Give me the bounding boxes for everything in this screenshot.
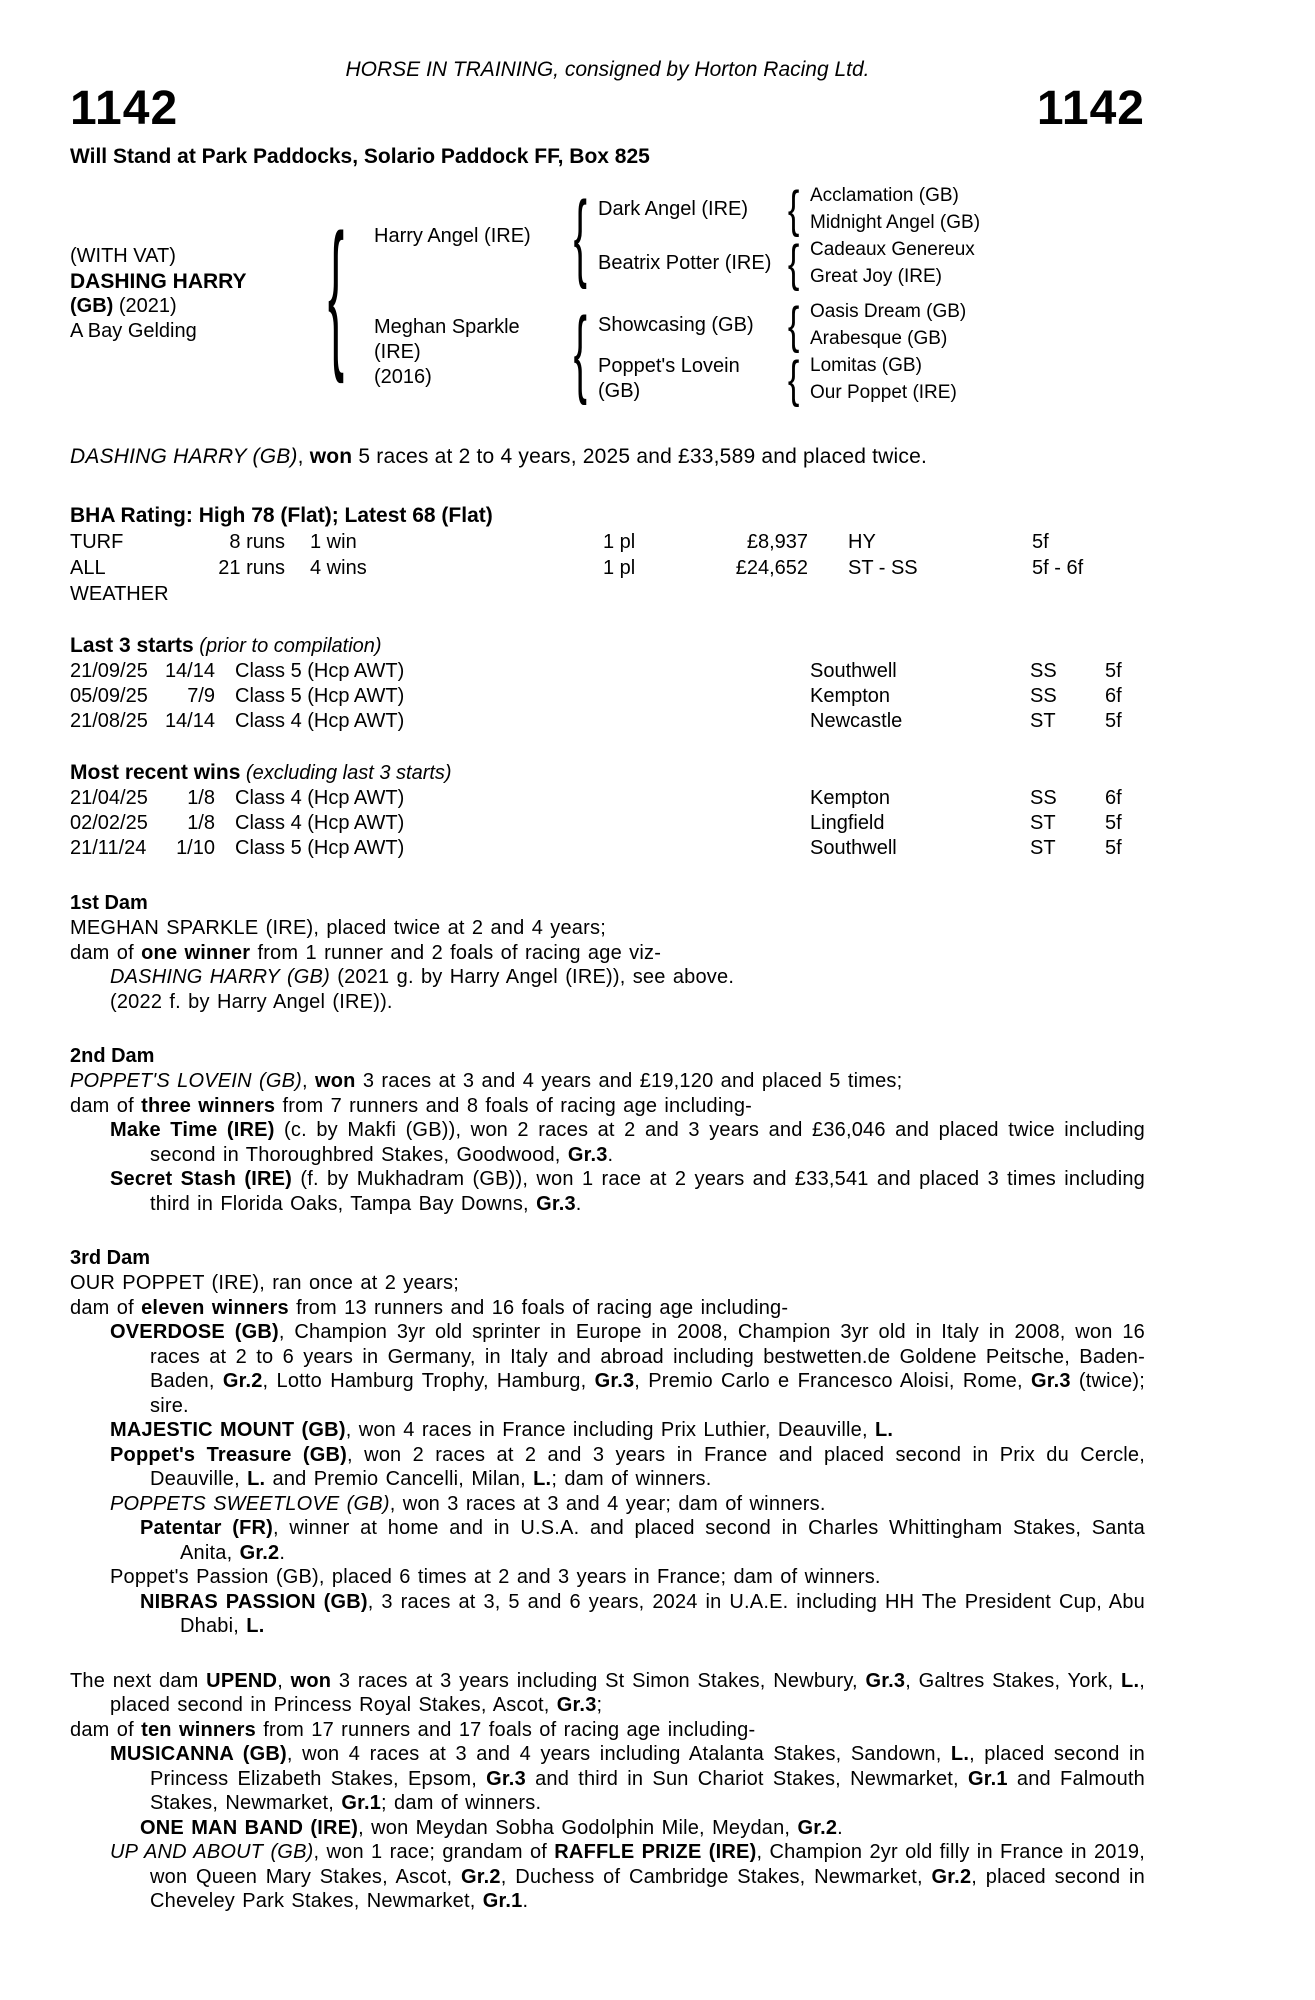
horse-name: DASHING HARRY [70, 270, 247, 293]
great-granddam-name: Great Joy (IRE) [810, 266, 942, 287]
table-row [70, 659, 1145, 684]
race-course: Lingfield [810, 812, 885, 834]
distance-value: 5f [1032, 531, 1049, 553]
table-row [70, 811, 1145, 836]
lot-number-right: 1142 [1036, 82, 1145, 135]
produce-entry: (2022 f. by Harry Angel (IRE)). [110, 990, 393, 1013]
race-date: 21/09/25 [70, 660, 148, 682]
produce-entry: MAJESTIC MOUNT (GB), won 4 races in France including Prix Luthier, Deauville, L. [110, 1419, 894, 1441]
bha-rating-line: BHA Rating: High 78 (Flat); Latest 68 (Flat) [70, 504, 493, 527]
table-row [70, 786, 1145, 811]
race-date: 21/04/25 [70, 787, 148, 809]
finish-position: 14/14 [164, 710, 215, 732]
damsire-branch [598, 298, 990, 352]
great-granddam-name: Midnight Angel (GB) [810, 212, 981, 233]
earnings-value: £24,652 [735, 557, 808, 579]
damsire-name: Showcasing (GB) [598, 313, 754, 336]
pedigree-brace-gen1 [308, 263, 364, 325]
race-date: 05/09/25 [70, 685, 148, 707]
produce-entry: DASHING HARRY (GB) (2021 g. by Harry Angel (IRE)), see above. [110, 966, 735, 988]
great-grandsire-name: Cadeaux Genereux [810, 239, 975, 260]
produce-entry: Poppet's Passion (GB), placed 6 times at 2 and 3 years in France; dam of winners. [110, 1566, 881, 1588]
dam-name: Meghan Sparkle (IRE) [374, 315, 520, 363]
produce-entry: Patentar (FR), winner at home and in U.S.A. and placed second in Charles Whittingham Stakes, Santa Anita, Gr.2. [140, 1517, 1145, 1564]
dam-line: dam of one winner from 1 runner and 2 foals of racing age viz- [70, 941, 662, 964]
dam-line: The next dam UPEND, won 3 races at 3 years including St Simon Stakes, Newbury, Gr.3, Galtres Stakes, York, L., placed second in Princess Royal Stakes, Ascot, Gr.3; [70, 1669, 1145, 1716]
runs-value: 8 runs [229, 531, 285, 553]
great-granddam-name: Arabesque (GB) [810, 328, 948, 349]
last-starts-table [70, 659, 1145, 734]
produce-entry: Make Time (IRE) (c. by Makfi (GB)), won 2 races at 2 and 3 years and £36,046 and placed twice including second in Thoroughbred Stakes, Goodwood, Gr.3. [110, 1119, 1146, 1166]
dam-line: dam of three winners from 7 runners and 8 foals of racing age including- [70, 1094, 753, 1117]
next-dam-section [70, 1669, 1145, 1914]
stand-location-line: Will Stand at Park Paddocks, Solario Paddock FF, Box 825 [70, 145, 650, 168]
pedigree-brace-dam [562, 323, 598, 381]
places-value: 1 pl [603, 531, 636, 553]
granddam-name: Poppet's Lovein (GB) [598, 355, 740, 402]
race-course: Kempton [810, 787, 891, 809]
pedigree-generations [364, 182, 990, 406]
pedigree-brace-sire [562, 207, 598, 265]
race-course: Southwell [810, 660, 897, 682]
distance-value: 5f - 6f [1032, 557, 1084, 579]
surface-label: ALL WEATHER [70, 557, 169, 605]
race-going: SS [1030, 685, 1057, 707]
going-value: ST - SS [848, 557, 918, 579]
section-heading: 2nd Dam [70, 1045, 155, 1067]
horse-info-block [70, 244, 308, 344]
runs-value: 21 runs [218, 557, 285, 579]
lot-number-row [70, 84, 1145, 134]
consignor-title: HORSE IN TRAINING, consigned by Horton Racing Ltd. [345, 58, 870, 81]
catalogue-page [70, 0, 1145, 1914]
race-class: Class 4 (Hcp AWT) [235, 710, 405, 732]
dam-branch [364, 298, 990, 406]
going-value: HY [848, 531, 876, 553]
dam-line: OUR POPPET (IRE), ran once at 2 years; [70, 1272, 459, 1294]
race-course: Newcastle [810, 710, 903, 732]
pedigree-brace-granddam [778, 352, 810, 406]
finish-position: 7/9 [187, 685, 215, 707]
horse-description: A Bay Gelding [70, 320, 197, 342]
third-dam-section [70, 1246, 1145, 1639]
vat-note: (WITH VAT) [70, 245, 176, 267]
wins-value: 4 wins [310, 557, 367, 579]
produce-entry: POPPETS SWEETLOVE (GB), won 3 races at 3 and 4 year; dam of winners. [110, 1492, 826, 1515]
race-distance: 5f [1105, 660, 1122, 682]
produce-entry: OVERDOSE (GB), Champion 3yr old sprinter in Europe in 2008, Champion 3yr old in Italy in 2008, won 16 races at 2 to 6 years in Germany, in Italy and abroad including bestwetten.de Goldene Peitsche, Baden-Baden, Gr.2, Lotto Hamburg Trophy, Hamburg, Gr.3, Premio Carlo e Francesco Aloisi, Rome, Gr.3 (twice); sire. [110, 1321, 1145, 1417]
horse-suffix-year: (GB) (2021) [70, 295, 177, 317]
lot-number-left: 1142 [70, 82, 179, 135]
race-class: Class 4 (Hcp AWT) [235, 787, 405, 809]
finish-position: 1/8 [187, 812, 215, 834]
produce-entry: NIBRAS PASSION (GB), 3 races at 3, 5 and 6 years, 2024 in U.A.E. including HH The President Cup, Abu Dhabi, L. [140, 1590, 1145, 1637]
race-course: Southwell [810, 837, 897, 859]
sire-dam-branch [598, 236, 990, 290]
race-going: ST [1030, 710, 1056, 732]
race-going: SS [1030, 787, 1057, 809]
first-dam-section [70, 891, 1145, 1014]
pedigree-tree [70, 182, 990, 406]
dam-line: dam of eleven winners from 13 runners and 16 foals of racing age including- [70, 1296, 789, 1319]
granddam-branch [598, 352, 990, 406]
race-going: SS [1030, 660, 1057, 682]
finish-position: 1/8 [187, 787, 215, 809]
race-going: ST [1030, 837, 1056, 859]
table-row [70, 555, 1145, 607]
section-heading: 3rd Dam [70, 1247, 151, 1269]
produce-entry: Secret Stash (IRE) (f. by Mukhadram (GB)), won 1 race at 2 years and £33,541 and placed 3 times including third in Florida Oaks, Tampa Bay Downs, Gr.3. [110, 1168, 1145, 1215]
recent-wins-heading: Most recent wins (excluding last 3 starts) [70, 761, 452, 784]
table-row [70, 684, 1145, 709]
great-grandsire-name: Lomitas (GB) [810, 355, 922, 376]
produce-entry: Poppet's Treasure (GB), won 2 races at 2 and 3 years in France and placed second in Prix du Cercle, Deauville, L. and Premio Cancelli, Milan, L.; dam of winners. [110, 1443, 1146, 1490]
great-grandsire-name: Oasis Dream (GB) [810, 301, 967, 322]
race-going: ST [1030, 812, 1056, 834]
second-dam-section [70, 1044, 1145, 1216]
race-class: Class 5 (Hcp AWT) [235, 660, 405, 682]
race-distance: 5f [1105, 837, 1122, 859]
race-class: Class 4 (Hcp AWT) [235, 812, 405, 834]
surface-summary-table [70, 529, 1145, 607]
grandsire-branch [598, 182, 990, 236]
earnings-value: £8,937 [746, 531, 808, 553]
produce-entry: UP AND ABOUT (GB), won 1 race; grandam of RAFFLE PRIZE (IRE), Champion 2yr old filly in France in 2019, won Queen Mary Stakes, Ascot, Gr.2, Duchess of Cambridge Stakes, Newmarket, Gr.2, placed second in Cheveley Park Stakes, Newmarket, Gr.1. [110, 1841, 1146, 1912]
pedigree-brace-damsire [778, 298, 810, 352]
race-distance: 6f [1105, 685, 1122, 707]
last-starts-heading: Last 3 starts (prior to compilation) [70, 634, 382, 657]
pedigree-brace-sire-dam [778, 236, 810, 290]
places-value: 1 pl [603, 557, 636, 579]
dam-line: POPPET'S LOVEIN (GB), won 3 races at 3 and 4 years and £19,120 and placed 5 times; [70, 1070, 903, 1092]
great-granddam-name: Our Poppet (IRE) [810, 382, 957, 403]
race-class: Class 5 (Hcp AWT) [235, 685, 405, 707]
race-class: Class 5 (Hcp AWT) [235, 837, 405, 859]
race-record-summary: DASHING HARRY (GB), won 5 races at 2 to 4 years, 2025 and £33,589 and placed twice. [70, 445, 928, 468]
produce-entry: ONE MAN BAND (IRE), won Meydan Sobha Godolphin Mile, Meydan, Gr.2. [140, 1816, 843, 1839]
dam-year: (2016) [374, 365, 432, 388]
dam-line: MEGHAN SPARKLE (IRE), placed twice at 2 and 4 years; [70, 917, 606, 939]
race-date: 21/08/25 [70, 710, 148, 732]
dam-line: dam of ten winners from 17 runners and 17 foals of racing age including- [70, 1718, 756, 1741]
finish-position: 1/10 [176, 837, 215, 859]
race-date: 02/02/25 [70, 812, 148, 834]
table-row [70, 529, 1145, 555]
section-heading: 1st Dam [70, 892, 148, 914]
race-date: 21/11/24 [70, 837, 147, 859]
pedigree-brace-grandsire [778, 182, 810, 236]
sire-branch [364, 182, 990, 290]
race-distance: 5f [1105, 812, 1122, 834]
surface-label: TURF [70, 531, 124, 553]
produce-entry: MUSICANNA (GB), won 4 races at 3 and 4 years including Atalanta Stakes, Sandown, L., placed second in Princess Elizabeth Stakes, Epsom, Gr.3 and third in Sun Chariot Stakes, Newmarket, Gr.1 and Falmouth Stakes, Newmarket, Gr.1; dam of winners. [110, 1743, 1146, 1814]
race-course: Kempton [810, 685, 891, 707]
sire-dam-name: Beatrix Potter (IRE) [598, 251, 772, 274]
race-distance: 5f [1105, 710, 1122, 732]
race-distance: 6f [1105, 787, 1122, 809]
wins-value: 1 win [310, 531, 357, 553]
great-grandsire-name: Acclamation (GB) [810, 185, 959, 206]
grandsire-name: Dark Angel (IRE) [598, 197, 749, 220]
finish-position: 14/14 [164, 660, 215, 682]
table-row [70, 709, 1145, 734]
recent-wins-table [70, 786, 1145, 861]
table-row [70, 836, 1145, 861]
sire-name: Harry Angel (IRE) [374, 224, 531, 247]
